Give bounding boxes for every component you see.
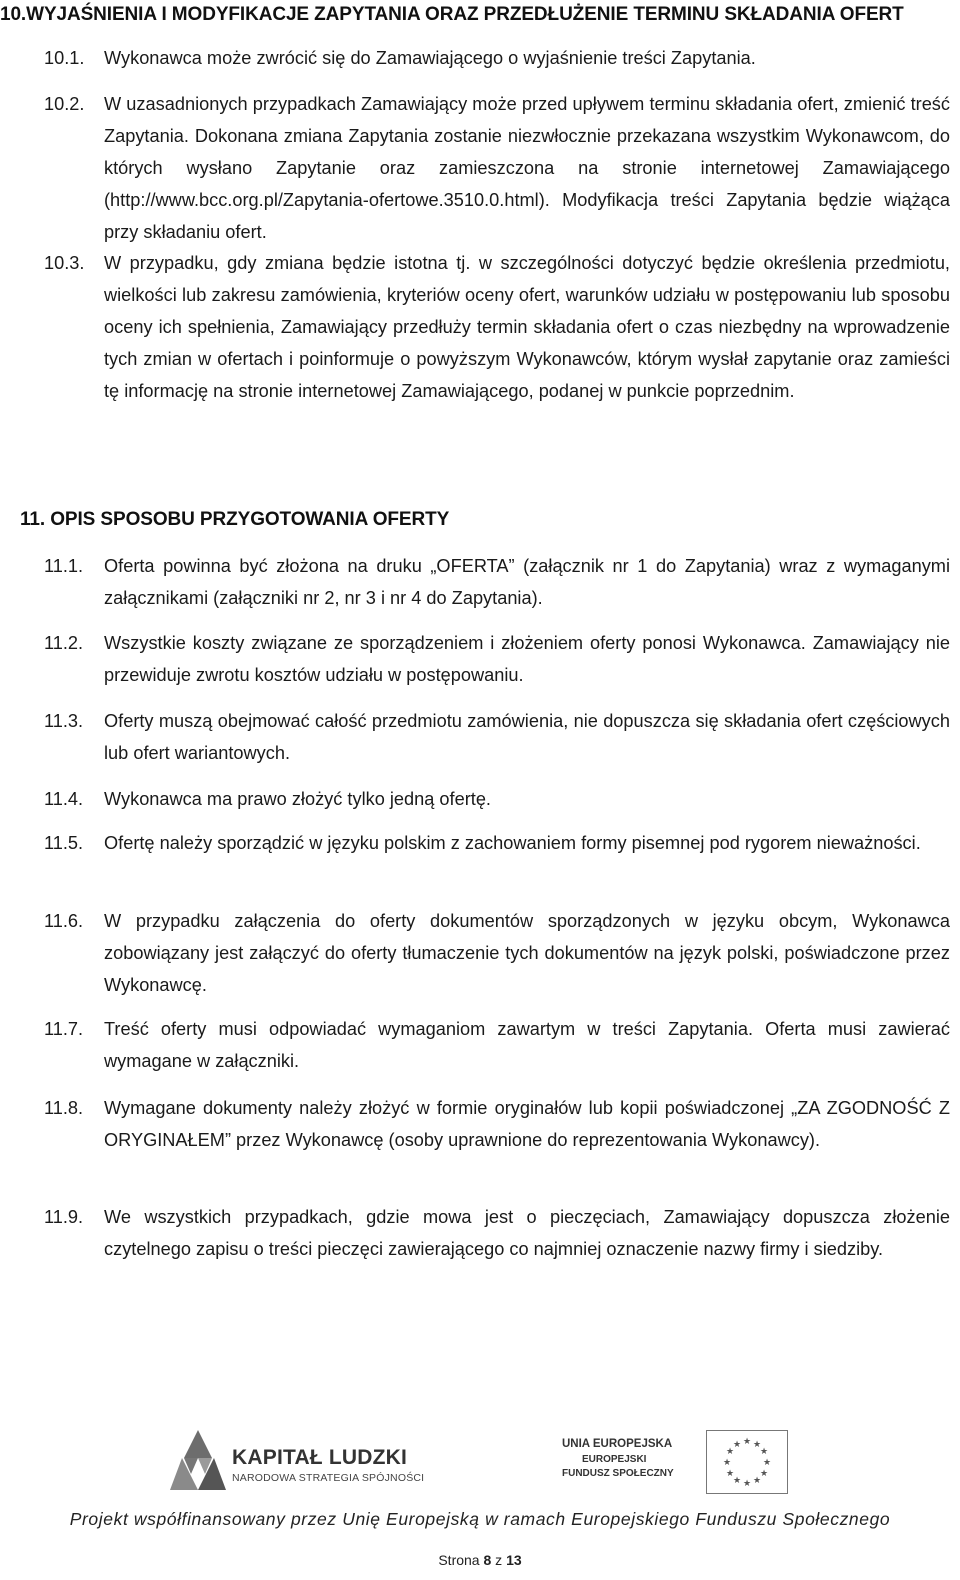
svg-text:★: ★ bbox=[752, 1440, 762, 1450]
item-number: 11.3. bbox=[44, 711, 84, 731]
svg-text:★: ★ bbox=[752, 1476, 762, 1486]
list-item-11-6 bbox=[44, 905, 950, 1001]
item-text: Wymagane dokumenty należy złożyć w formie oryginałów lub kopii poświadczonej „ZA ZGODNOŚĆ Z ORYGINAŁEM” przez Wykonawcę (osoby uprawnione do reprezentowania Wykonawcy). bbox=[104, 1098, 950, 1150]
item-text: W uzasadnionych przypadkach Zamawiający może przed upływem terminu składania ofert, zmienić treść Zapytania. Dokonana zmiana Zapytania zostanie niezwłocznie przekazana wszystkim Wykonawcom, do których wysłano Zapytanie oraz zamieszczona na stronie internetowej Zamawiającego (http://www.bcc.org.pl/Zapytania-ofertowe.3510.0.html). Modyfikacja treści Zapytania będzie wiążąca przy składaniu ofert. bbox=[104, 94, 950, 242]
item-text: W przypadku, gdy zmiana będzie istotna tj. w szczególności dotyczyć będzie określenia przedmiotu, wielkości lub zakresu zamówienia, kryteriów oceny ofert, warunków udziału w postępowaniu lub sposobu oceny ich spełnienia, Zamawiający przedłuży termin składania ofert o czas niezbędny na wprowadzenie tych zmian w ofertach i poinformuje o powyższym Wykonawców, którym wysłał zapytanie oraz zamieści tę informację na stronie internetowej Zamawiającego, podanej w punkcie poprzednim. bbox=[104, 253, 950, 401]
section-10-heading: 10.WYJAŚNIENIA I MODYFIKACJE ZAPYTANIA ORAZ PRZEDŁUŻENIE TERMINU SKŁADANIA OFERT bbox=[0, 4, 904, 25]
item-number: 11.2. bbox=[44, 633, 84, 653]
page-total: 13 bbox=[506, 1552, 522, 1568]
svg-text:★: ★ bbox=[722, 1458, 732, 1468]
page-separator: z bbox=[495, 1552, 503, 1568]
kapital-ludzki-subtitle: NARODOWA STRATEGIA SPÓJNOŚCI bbox=[232, 1472, 425, 1484]
svg-text:★: ★ bbox=[732, 1440, 742, 1450]
list-item-11-1 bbox=[44, 550, 950, 614]
svg-text:★: ★ bbox=[742, 1437, 752, 1447]
kapital-ludzki-title: KAPITAŁ LUDZKI bbox=[232, 1446, 408, 1469]
item-number: 10.2. bbox=[44, 94, 85, 114]
page-current: 8 bbox=[483, 1552, 492, 1568]
item-number: 11.6. bbox=[44, 911, 84, 931]
item-number: 10.1. bbox=[44, 48, 85, 68]
list-item-11-8 bbox=[44, 1092, 950, 1156]
item-number: 11.7. bbox=[44, 1019, 84, 1039]
kapital-ludzki-emblem-icon bbox=[168, 1428, 228, 1496]
kapital-ludzki-logo bbox=[168, 1428, 468, 1496]
list-item-11-2 bbox=[44, 627, 950, 691]
eu-line-3: FUNDUSZ SPOŁECZNY bbox=[562, 1468, 674, 1479]
item-text: Wykonawca ma prawo złożyć tylko jedną ofertę. bbox=[104, 789, 491, 809]
list-item-10-2 bbox=[44, 88, 950, 248]
item-number: 11.5. bbox=[44, 833, 84, 853]
item-number: 11.4. bbox=[44, 789, 84, 809]
list-item-11-9 bbox=[44, 1201, 950, 1265]
item-number: 11.8. bbox=[44, 1098, 84, 1118]
section-11-heading: 11. OPIS SPOSOBU PRZYGOTOWANIA OFERTY bbox=[20, 509, 450, 530]
page-prefix: Strona bbox=[438, 1552, 480, 1568]
item-text: Treść oferty musi odpowiadać wymaganiom zawartym w treści Zapytania. Oferta musi zawierać wymagane w załączniki. bbox=[104, 1019, 950, 1071]
item-text: W przypadku załączenia do oferty dokumentów sporządzonych w języku obcym, Wykonawca zobowiązany jest załączyć do oferty tłumaczenie tych dokumentów na język polski, poświadczone przez Wykonawcę. bbox=[104, 911, 950, 995]
item-text: Oferta powinna być złożona na druku „OFERTA” (załącznik nr 1 do Zapytania) wraz z wymaganymi załącznikami (załączniki nr 2, nr 3 i nr 4 do Zapytania). bbox=[104, 556, 950, 608]
item-text: Wykonawca może zwrócić się do Zamawiającego o wyjaśnienie treści Zapytania. bbox=[104, 48, 756, 68]
svg-text:★: ★ bbox=[759, 1469, 769, 1479]
list-item-10-3 bbox=[44, 247, 950, 407]
project-funding-note: Projekt współfinansowany przez Unię Europejską w ramach Europejskiego Funduszu Społecznego bbox=[69, 1509, 891, 1529]
svg-text:★: ★ bbox=[742, 1479, 752, 1489]
list-item-10-1 bbox=[44, 42, 950, 74]
footer-logos bbox=[0, 1420, 960, 1500]
list-item-11-5 bbox=[44, 827, 950, 859]
list-item-11-3 bbox=[44, 705, 950, 769]
svg-text:★: ★ bbox=[725, 1447, 735, 1457]
item-number: 11.1. bbox=[44, 556, 84, 576]
item-text: Ofertę należy sporządzić w języku polskim z zachowaniem formy pisemnej pod rygorem nieważności. bbox=[104, 833, 921, 853]
item-number: 11.9. bbox=[44, 1207, 84, 1227]
item-text: We wszystkich przypadkach, gdzie mowa jest o pieczęciach, Zamawiający dopuszcza złożenie czytelnego zapisu o treści pieczęci zawierającego co najmniej oznaczenie nazwy firmy i siedziby. bbox=[104, 1207, 950, 1259]
list-item-11-4 bbox=[44, 783, 950, 815]
svg-text:★: ★ bbox=[732, 1476, 742, 1486]
eu-line-1: UNIA EUROPEJSKA bbox=[562, 1438, 673, 1450]
item-text: Wszystkie koszty związane ze sporządzeniem i złożeniem oferty ponosi Wykonawca. Zamawiający nie przewiduje zwrotu kosztów udziału w postępowaniu. bbox=[104, 633, 950, 685]
list-item-11-7 bbox=[44, 1013, 950, 1077]
page-number bbox=[0, 1552, 960, 1568]
item-number: 10.3. bbox=[44, 253, 85, 273]
eu-flag-icon bbox=[706, 1430, 788, 1494]
svg-text:★: ★ bbox=[762, 1458, 772, 1468]
eu-logo bbox=[556, 1428, 796, 1498]
eu-line-2: EUROPEJSKI bbox=[582, 1454, 647, 1465]
svg-text:★: ★ bbox=[725, 1469, 735, 1479]
svg-text:★: ★ bbox=[759, 1447, 769, 1457]
item-text: Oferty muszą obejmować całość przedmiotu zamówienia, nie dopuszcza się składania ofert częściowych lub ofert wariantowych. bbox=[104, 711, 950, 763]
